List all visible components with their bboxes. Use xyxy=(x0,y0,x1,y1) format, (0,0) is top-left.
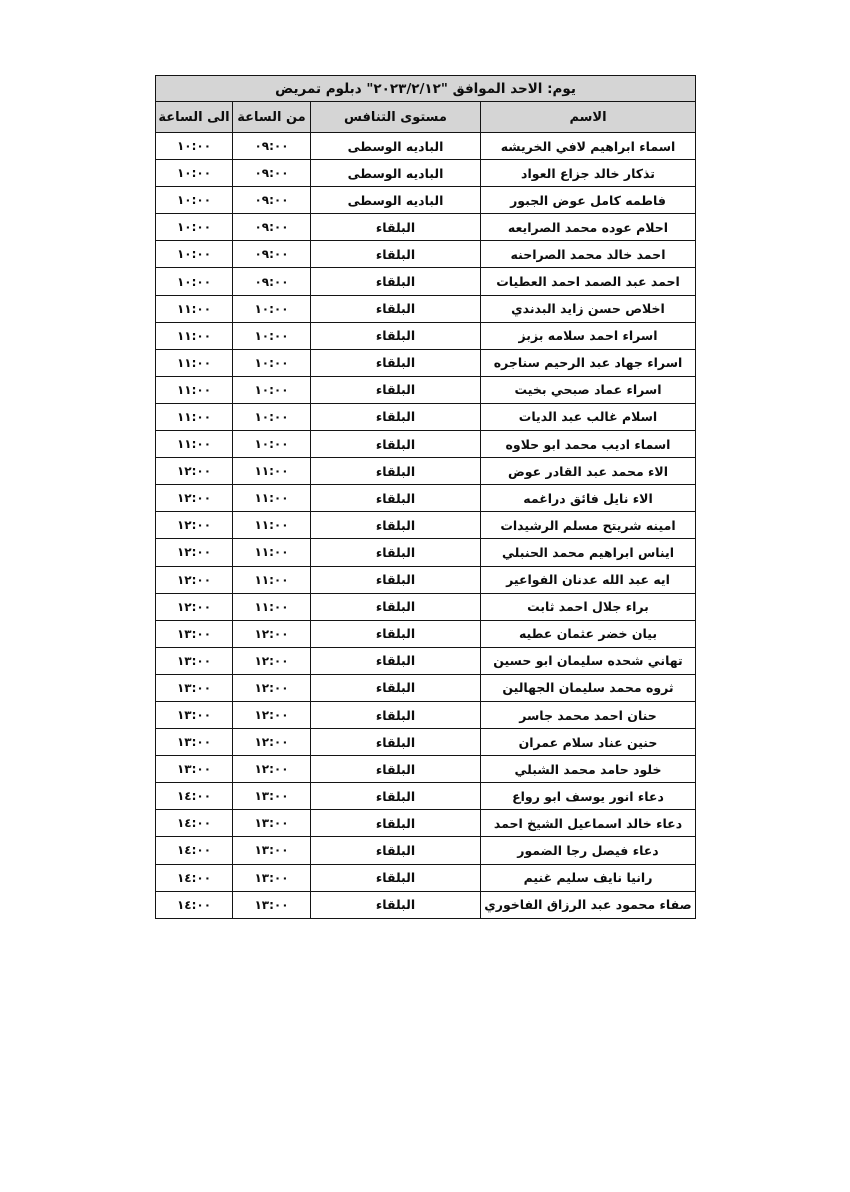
from-hour-cell: ١٢:٠٠ xyxy=(233,729,311,756)
to-hour-cell: ١٣:٠٠ xyxy=(156,756,233,783)
level-cell: البلقاء xyxy=(311,864,481,891)
to-hour-cell: ١٠:٠٠ xyxy=(156,268,233,295)
name-cell: تذكار خالد جزاع العواد xyxy=(481,160,696,187)
name-cell: خلود حامد محمد الشبلي xyxy=(481,756,696,783)
level-cell: البلقاء xyxy=(311,701,481,728)
from-hour-cell: ١٢:٠٠ xyxy=(233,647,311,674)
to-hour-cell: ١٣:٠٠ xyxy=(156,701,233,728)
name-cell: حنين عناد سلام عمران xyxy=(481,729,696,756)
level-cell: البلقاء xyxy=(311,458,481,485)
table-row xyxy=(156,431,696,458)
table-row xyxy=(156,133,696,160)
to-hour-cell: ١٤:٠٠ xyxy=(156,864,233,891)
level-cell: البلقاء xyxy=(311,403,481,430)
table-row xyxy=(156,241,696,268)
from-hour-cell: ١٠:٠٠ xyxy=(233,349,311,376)
to-hour-cell: ١٢:٠٠ xyxy=(156,485,233,512)
from-hour-cell: ١٢:٠٠ xyxy=(233,674,311,701)
from-hour-cell: ١٠:٠٠ xyxy=(233,431,311,458)
table-row xyxy=(156,403,696,430)
level-cell: البلقاء xyxy=(311,620,481,647)
to-hour-cell: ١٠:٠٠ xyxy=(156,160,233,187)
level-cell: البلقاء xyxy=(311,295,481,322)
name-cell: اخلاص حسن زايد البدندي xyxy=(481,295,696,322)
schedule-table xyxy=(155,75,696,919)
level-cell: البلقاء xyxy=(311,837,481,864)
table-row xyxy=(156,810,696,837)
table-row xyxy=(156,647,696,674)
name-cell: احمد عبد الصمد احمد العطيات xyxy=(481,268,696,295)
from-hour-cell: ٠٩:٠٠ xyxy=(233,214,311,241)
from-hour-cell: ١١:٠٠ xyxy=(233,566,311,593)
to-hour-cell: ١١:٠٠ xyxy=(156,376,233,403)
to-hour-cell: ١٢:٠٠ xyxy=(156,458,233,485)
to-hour-cell: ١٢:٠٠ xyxy=(156,539,233,566)
from-hour-cell: ١١:٠٠ xyxy=(233,539,311,566)
level-cell: البلقاء xyxy=(311,647,481,674)
level-cell: البلقاء xyxy=(311,566,481,593)
table-row xyxy=(156,756,696,783)
name-cell: حنان احمد محمد جاسر xyxy=(481,701,696,728)
table-row xyxy=(156,620,696,647)
to-hour-cell: ١٠:٠٠ xyxy=(156,214,233,241)
to-hour-cell: ١٣:٠٠ xyxy=(156,647,233,674)
from-hour-cell: ١٣:٠٠ xyxy=(233,837,311,864)
to-hour-cell: ١٤:٠٠ xyxy=(156,837,233,864)
level-cell: البلقاء xyxy=(311,376,481,403)
table-row xyxy=(156,349,696,376)
name-cell: رانيا نايف سليم غنيم xyxy=(481,864,696,891)
table-row xyxy=(156,187,696,214)
level-cell: البلقاء xyxy=(311,674,481,701)
from-hour-cell: ١٢:٠٠ xyxy=(233,756,311,783)
to-hour-cell: ١٤:٠٠ xyxy=(156,891,233,918)
from-hour-cell: ١١:٠٠ xyxy=(233,458,311,485)
to-hour-cell: ١٢:٠٠ xyxy=(156,512,233,539)
table-row xyxy=(156,701,696,728)
level-cell: البلقاء xyxy=(311,891,481,918)
name-cell: صفاء محمود عبد الرزاق الفاخوري xyxy=(481,891,696,918)
table-row xyxy=(156,160,696,187)
level-cell: الباديه الوسطى xyxy=(311,133,481,160)
column-header-name: الاسم xyxy=(481,102,696,133)
name-cell: براء جلال احمد ثابت xyxy=(481,593,696,620)
to-hour-cell: ١٠:٠٠ xyxy=(156,187,233,214)
to-hour-cell: ١٤:٠٠ xyxy=(156,783,233,810)
name-cell: تهاني شحده سليمان ابو حسين xyxy=(481,647,696,674)
name-cell: اسراء احمد سلامه بزبز xyxy=(481,322,696,349)
title-row xyxy=(156,76,696,102)
level-cell: البلقاء xyxy=(311,783,481,810)
column-header-level: مستوى التنافس xyxy=(311,102,481,133)
level-cell: الباديه الوسطى xyxy=(311,160,481,187)
column-header-row xyxy=(156,102,696,133)
from-hour-cell: ١٠:٠٠ xyxy=(233,403,311,430)
to-hour-cell: ١١:٠٠ xyxy=(156,431,233,458)
from-hour-cell: ١٣:٠٠ xyxy=(233,891,311,918)
name-cell: ايه عبد الله عدنان الفواعير xyxy=(481,566,696,593)
table-row xyxy=(156,512,696,539)
name-cell: اسماء اديب محمد ابو حلاوه xyxy=(481,431,696,458)
column-header-to-hour: الى الساعة xyxy=(156,102,233,133)
from-hour-cell: ٠٩:٠٠ xyxy=(233,268,311,295)
table-row xyxy=(156,891,696,918)
table-row xyxy=(156,268,696,295)
level-cell: البلقاء xyxy=(311,214,481,241)
table-row xyxy=(156,566,696,593)
table-row xyxy=(156,783,696,810)
name-cell: بيان خضر عثمان عطيه xyxy=(481,620,696,647)
schedule-body xyxy=(156,133,696,919)
level-cell: البلقاء xyxy=(311,810,481,837)
level-cell: البلقاء xyxy=(311,431,481,458)
name-cell: ايناس ابراهيم محمد الحنبلي xyxy=(481,539,696,566)
name-cell: اسراء عماد صبحي بخيت xyxy=(481,376,696,403)
name-cell: اسماء ابراهيم لافي الخريشه xyxy=(481,133,696,160)
to-hour-cell: ١٣:٠٠ xyxy=(156,620,233,647)
to-hour-cell: ١٠:٠٠ xyxy=(156,133,233,160)
table-row xyxy=(156,864,696,891)
to-hour-cell: ١١:٠٠ xyxy=(156,349,233,376)
level-cell: البلقاء xyxy=(311,539,481,566)
name-cell: دعاء انور يوسف ابو رواع xyxy=(481,783,696,810)
table-row xyxy=(156,214,696,241)
table-row xyxy=(156,295,696,322)
from-hour-cell: ٠٩:٠٠ xyxy=(233,187,311,214)
to-hour-cell: ١١:٠٠ xyxy=(156,322,233,349)
level-cell: البلقاء xyxy=(311,512,481,539)
from-hour-cell: ٠٩:٠٠ xyxy=(233,133,311,160)
name-cell: الاء نايل فائق دراغمه xyxy=(481,485,696,512)
name-cell: امينه شريتح مسلم الرشيدات xyxy=(481,512,696,539)
to-hour-cell: ١٤:٠٠ xyxy=(156,810,233,837)
level-cell: الباديه الوسطى xyxy=(311,187,481,214)
name-cell: احمد خالد محمد الصراحنه xyxy=(481,241,696,268)
level-cell: البلقاء xyxy=(311,729,481,756)
name-cell: اسلام غالب عبد الديات xyxy=(481,403,696,430)
from-hour-cell: ١٠:٠٠ xyxy=(233,376,311,403)
level-cell: البلقاء xyxy=(311,349,481,376)
from-hour-cell: ١٠:٠٠ xyxy=(233,322,311,349)
level-cell: البلقاء xyxy=(311,756,481,783)
from-hour-cell: ١٣:٠٠ xyxy=(233,783,311,810)
table-row xyxy=(156,729,696,756)
page-title: يوم: الاحد الموافق "٢٠٢٣/٢/١٢" دبلوم تمريض xyxy=(156,76,696,102)
from-hour-cell: ٠٩:٠٠ xyxy=(233,241,311,268)
from-hour-cell: ١١:٠٠ xyxy=(233,485,311,512)
table-row xyxy=(156,539,696,566)
to-hour-cell: ١٢:٠٠ xyxy=(156,566,233,593)
name-cell: ثروه محمد سليمان الجهالين xyxy=(481,674,696,701)
from-hour-cell: ١٣:٠٠ xyxy=(233,864,311,891)
level-cell: البلقاء xyxy=(311,593,481,620)
from-hour-cell: ١٣:٠٠ xyxy=(233,810,311,837)
from-hour-cell: ٠٩:٠٠ xyxy=(233,160,311,187)
name-cell: احلام عوده محمد الصرايعه xyxy=(481,214,696,241)
from-hour-cell: ١١:٠٠ xyxy=(233,593,311,620)
name-cell: الاء محمد عبد القادر عوض xyxy=(481,458,696,485)
table-row xyxy=(156,376,696,403)
from-hour-cell: ١٢:٠٠ xyxy=(233,701,311,728)
table-row xyxy=(156,593,696,620)
table-row xyxy=(156,322,696,349)
level-cell: البلقاء xyxy=(311,485,481,512)
from-hour-cell: ١١:٠٠ xyxy=(233,512,311,539)
to-hour-cell: ١١:٠٠ xyxy=(156,403,233,430)
name-cell: فاطمه كامل عوض الجبور xyxy=(481,187,696,214)
level-cell: البلقاء xyxy=(311,241,481,268)
table-row xyxy=(156,674,696,701)
name-cell: دعاء خالد اسماعيل الشيخ احمد xyxy=(481,810,696,837)
to-hour-cell: ١٠:٠٠ xyxy=(156,241,233,268)
from-hour-cell: ١٢:٠٠ xyxy=(233,620,311,647)
to-hour-cell: ١٣:٠٠ xyxy=(156,729,233,756)
from-hour-cell: ١٠:٠٠ xyxy=(233,295,311,322)
name-cell: دعاء فيصل رجا الضمور xyxy=(481,837,696,864)
table-row xyxy=(156,837,696,864)
to-hour-cell: ١١:٠٠ xyxy=(156,295,233,322)
level-cell: البلقاء xyxy=(311,322,481,349)
to-hour-cell: ١٣:٠٠ xyxy=(156,674,233,701)
table-row xyxy=(156,485,696,512)
name-cell: اسراء جهاد عبد الرحيم سناجره xyxy=(481,349,696,376)
table-row xyxy=(156,458,696,485)
level-cell: البلقاء xyxy=(311,268,481,295)
column-header-from-hour: من الساعة xyxy=(233,102,311,133)
to-hour-cell: ١٢:٠٠ xyxy=(156,593,233,620)
